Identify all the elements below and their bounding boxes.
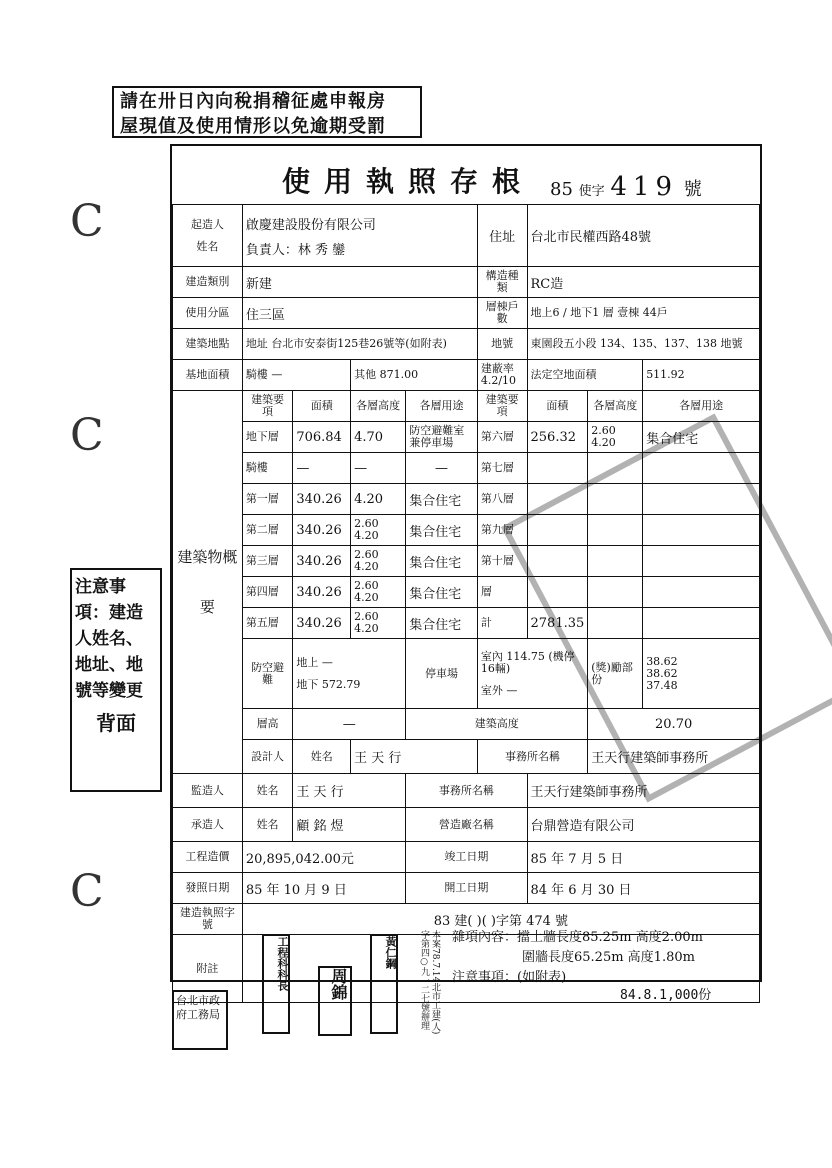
designer-row: 設計人 姓名 王 天 行 事務所名稱 王天行建築師事務所 bbox=[173, 740, 760, 774]
supervisor-row: 監造人 姓名 王 天 行 事務所名稱 王天行建築師事務所 bbox=[173, 774, 760, 808]
zone-value: 住三區 bbox=[242, 298, 477, 329]
hdr-area: 面積 bbox=[293, 391, 351, 422]
back-label: 背面 bbox=[96, 711, 136, 735]
coverage-cell: 建蔽率 4.2/10 bbox=[477, 360, 527, 391]
area-label: 基地面積 bbox=[173, 360, 243, 391]
cost-row: 工程造價 20,895,042.00元 竣工日期 85 年 7 月 5 日 bbox=[173, 842, 760, 873]
struct-label: 構造種類 bbox=[477, 267, 527, 298]
hdr-use: 各層用途 bbox=[406, 391, 478, 422]
main-table bbox=[172, 204, 760, 1003]
corner-seal: 台北市政府工務局 bbox=[172, 990, 228, 1050]
openspace-label: 法定空地面積 bbox=[527, 360, 643, 391]
hdr-height: 各層高度 bbox=[351, 391, 406, 422]
document-number bbox=[550, 172, 702, 202]
floor-row: 第五層 340.26 2.60 4.20 集合住宅 計 2781.35 bbox=[173, 608, 760, 639]
floor-row: 第三層 340.26 2.60 4.20 集合住宅 第十層 bbox=[173, 546, 760, 577]
area-row bbox=[173, 360, 760, 391]
arcade-cell: 騎樓 — bbox=[242, 360, 350, 391]
hdr-item: 建築要項 bbox=[242, 391, 293, 422]
openspace-value: 511.92 bbox=[643, 360, 760, 391]
stamp-name: 周錦 bbox=[318, 966, 352, 1036]
address-label: 住址 bbox=[477, 205, 527, 267]
doc-year: 85 bbox=[550, 179, 573, 200]
official-stamps bbox=[252, 930, 442, 1042]
permit-stub-form bbox=[170, 144, 762, 982]
type-label: 建造類別 bbox=[173, 267, 243, 298]
tax-notice-box bbox=[112, 86, 422, 138]
tax-notice-line2: 屋現值及使用情形以免逾期受罰 bbox=[120, 116, 386, 137]
doc-number: 419 bbox=[610, 172, 679, 202]
lot-label: 地號 bbox=[477, 329, 527, 360]
type-row bbox=[173, 267, 760, 298]
floor-row: 第二層 340.26 2.60 4.20 集合住宅 第九層 bbox=[173, 515, 760, 546]
issue-row: 發照日期 85 年 10 月 9 日 開工日期 84 年 6 月 30 日 bbox=[173, 873, 760, 904]
side-note-box bbox=[70, 568, 162, 792]
parking-values: 室內 114.75 (機停16輛) 室外 — bbox=[477, 639, 587, 709]
bldg-section-label: 建築物概要 bbox=[173, 391, 243, 774]
height-row: 層高 — 建築高度 20.70 bbox=[173, 709, 760, 740]
special-label: (獎)勵部份 bbox=[588, 639, 643, 709]
site-label: 建築地點 bbox=[173, 329, 243, 360]
stamp-section-chief: 工程科科長 bbox=[262, 934, 290, 1034]
bldg-header-row bbox=[173, 391, 760, 422]
remarks-note-1: 雜項內容：擋土牆長度85.25m 高度2.00m bbox=[452, 930, 703, 945]
builder-value: 啟慶建設股份有限公司 負責人：林 秀 鑾 bbox=[242, 205, 477, 267]
struct-value: RC造 bbox=[527, 267, 760, 298]
type-value: 新建 bbox=[242, 267, 477, 298]
lot-value: 東園段五小段 134、135、137、138 地號 bbox=[527, 329, 760, 360]
hdr-item-2: 建築要項 bbox=[477, 391, 527, 422]
hdr-height-2: 各層高度 bbox=[588, 391, 643, 422]
contractor-row: 承造人 姓名 顧 銘 煜 營造廠名稱 台鼎營造有限公司 bbox=[173, 808, 760, 842]
floor-row: 第一層 340.26 4.20 集合住宅 第八層 bbox=[173, 484, 760, 515]
parking-label: 停車場 bbox=[406, 639, 478, 709]
remarks-note-3: 注意事項：(如附表) bbox=[452, 970, 567, 985]
stamp-name-2: 黃仁鋼 bbox=[370, 934, 398, 1034]
floors-value: 地上6 / 地下1 層 壹棟 44戶 bbox=[527, 298, 760, 329]
remarks-notes bbox=[452, 928, 703, 988]
zone-row bbox=[173, 298, 760, 329]
tax-notice-line1: 請在卅日內向稅捐稽征處申報房 bbox=[120, 91, 386, 112]
shelter-parking-row bbox=[173, 639, 760, 709]
shelter-values: 地上 — 地下 572.79 bbox=[293, 639, 406, 709]
floor-row: 第四層 340.26 2.60 4.20 集合住宅 層 bbox=[173, 577, 760, 608]
site-row bbox=[173, 329, 760, 360]
shelter-label: 防空避難 bbox=[242, 639, 293, 709]
margin-mark: C bbox=[70, 866, 104, 917]
hdr-use-2: 各層用途 bbox=[643, 391, 760, 422]
hdr-area-2: 面積 bbox=[527, 391, 588, 422]
remarks-note-2: 圍牆長度65.25m 高度1.80m bbox=[522, 950, 695, 965]
permit-row: 建造執照字號 83 建( )( )字第 474 號 bbox=[173, 904, 760, 935]
zone-label: 使用分區 bbox=[173, 298, 243, 329]
form-title: 使用執照存根 bbox=[282, 165, 535, 198]
side-note-text: 注意事項：建造人姓名、地址、地號等變更 bbox=[75, 577, 143, 701]
print-note: 84.8.1,000份 bbox=[620, 988, 712, 1003]
special-values: 38.62 38.62 37.48 bbox=[643, 639, 760, 709]
floor-row: 地下層 706.84 4.70 防空避難室兼停車場 第六層 256.32 2.60 4.20 集合住宅 bbox=[173, 422, 760, 453]
margin-mark: C bbox=[70, 196, 104, 247]
address-value: 台北市民權西路48號 bbox=[527, 205, 760, 267]
builder-label: 起造人 姓名 bbox=[173, 205, 243, 267]
margin-mark: C bbox=[70, 410, 104, 461]
stamp-approval-note: 本案78.7.14北市工建(人)字第四○九一二七號辦理 bbox=[419, 930, 440, 1035]
doc-word: 使字 bbox=[578, 184, 605, 199]
other-cell: 其他 871.00 bbox=[351, 360, 478, 391]
floor-row: 騎樓 — — — 第七層 bbox=[173, 453, 760, 484]
remarks-row: 附註 bbox=[173, 935, 760, 1003]
title-row bbox=[172, 146, 760, 205]
doc-suffix: 號 bbox=[683, 179, 702, 200]
site-value: 地址 台北市安泰街125巷26號等(如附表) bbox=[242, 329, 477, 360]
builder-row bbox=[173, 205, 760, 267]
floors-label: 層棟戶數 bbox=[477, 298, 527, 329]
